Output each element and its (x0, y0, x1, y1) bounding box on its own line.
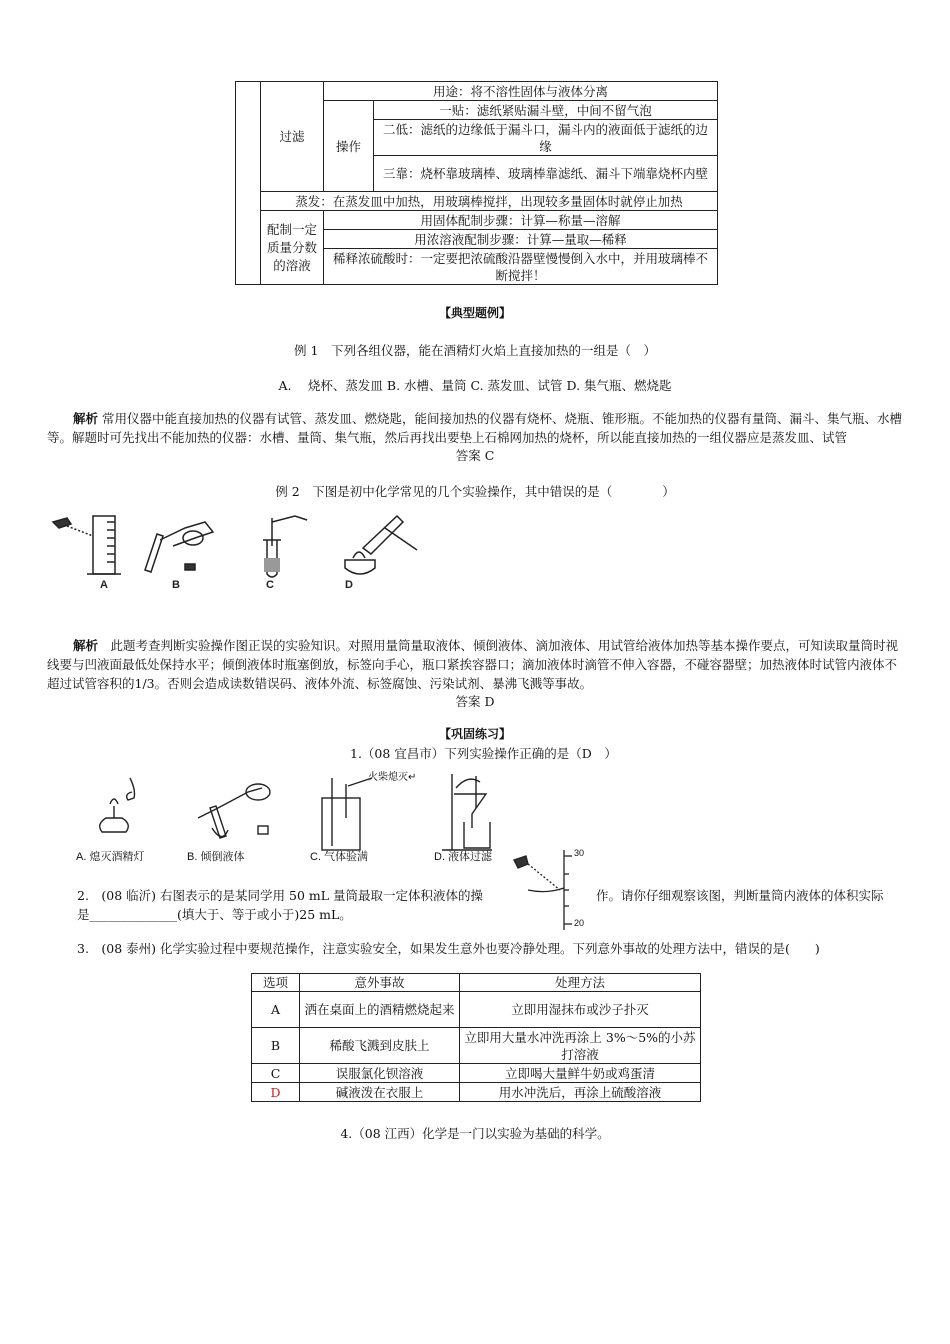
evaporate-row: 蒸发：在蒸发皿中加热，用玻璃棒搅拌，出现较多量固体时就停止加热 (261, 192, 718, 211)
ex1-analysis (47, 409, 907, 447)
q1-fig-label-b: B. 倾倒液体 (187, 851, 245, 863)
ex2-question: 例 2 下图是初中化学常见的几个实验操作，其中错误的是（ ） (275, 484, 675, 499)
ex1-analysis-label: 解析 (73, 411, 99, 426)
filter-step-3: 三靠：烧杯靠玻璃棒、玻璃棒靠滤纸、漏斗下端靠烧杯内壁 (374, 156, 718, 192)
ex2-fig-label-d: D (345, 579, 353, 591)
q2-text-b: 作。请你仔细观察该图，判断量筒内液体的体积实际 (596, 888, 884, 903)
q2-text-a: 2. (08 临沂) 右图表示的是某同学用 50 mL 量筒最取一定体积液体的操 (77, 888, 484, 903)
ex2-fig-label-a: A (100, 579, 108, 591)
q3-header-accident: 意外事故 (300, 974, 460, 992)
q3-row-method: 立即用大量水冲洗再涂上 3%～5%的小苏打溶液 (460, 1028, 701, 1064)
filter-label: 过滤 (261, 82, 324, 192)
q1-annotation: 火柴熄灭↵ (368, 772, 417, 783)
q1-figure (72, 768, 502, 862)
filter-op-label: 操作 (324, 101, 374, 192)
q2-scale-bottom: 20 (574, 918, 585, 928)
ex2-answer: 答案 D (455, 694, 495, 709)
q1-fig-label-c: C. 气体验满 (310, 851, 369, 863)
q3-row-method: 立即用湿抹布或沙子扑灭 (460, 992, 701, 1028)
q3-row-accident: 稀酸飞溅到皮肤上 (300, 1028, 460, 1064)
ex2-fig-label-b: B (172, 579, 180, 591)
section-title-examples: 【典型题例】 (438, 306, 511, 320)
section-title-practice: 【巩固练习】 (438, 727, 511, 741)
ex1-options: A. 烧杯、蒸发皿 B. 水槽、量筒 C. 蒸发皿、试管 D. 集气瓶、燃烧匙 (278, 378, 672, 393)
ex2-figure (45, 510, 425, 592)
q3-row-option: D (252, 1083, 300, 1102)
q1-fig-label-a: A. 熄灭酒精灯 (76, 851, 145, 863)
filter-use: 用途：将不溶性固体与液体分离 (324, 82, 718, 101)
q3-row-accident: 碱液泼在衣服上 (300, 1083, 460, 1102)
q2-cylinder-figure (506, 846, 596, 934)
q3-row-method: 用水冲洗后，再涂上硫酸溶液 (460, 1083, 701, 1102)
q3-table (251, 973, 701, 1102)
q3-row-option: C (252, 1064, 300, 1083)
prepare-row-1: 用固体配制步骤：计算—称量—溶解 (324, 211, 718, 230)
q3-row-option: A (252, 992, 300, 1028)
q4-text: 4.（08 江西）化学是一门以实验为基础的科学。 (340, 1126, 610, 1141)
q1-fig-label-d: D. 液体过滤 (434, 851, 493, 863)
q3-row-option: B (252, 1028, 300, 1064)
summary-table (235, 81, 717, 285)
ex2-fig-label-c: C (266, 579, 274, 591)
ex1-question: 例 1 下列各组仪器，能在酒精灯火焰上直接加热的一组是（ ） (294, 343, 656, 358)
q2-scale-top: 30 (574, 848, 585, 858)
filter-step-2: 二低：滤纸的边缘低于漏斗口，漏斗内的液面低于滤纸的边缘 (374, 120, 718, 156)
ex2-analysis (47, 636, 907, 693)
outer-left-cell (236, 82, 261, 285)
ex2-analysis-text: 此题考查判断实验操作图正误的实验知识。对照用量筒量取液体、倾倒液体、滴加液体、用试管给液体加热等基本操作要点，可知读取量筒时视线要与凹液面最低处保持水平；倾倒液体时瓶塞倒放，标签向手心，瓶口紧挨容器口；滴加液体时滴管不伸入容器，不碰容器壁；加热液体时试管内液体不超过试管容积的1/3。否则会造成读数错误码、液体外流、标签腐蚀、污染试剂、暴沸飞溅等事故。 (47, 638, 899, 691)
q3-header-option: 选项 (252, 974, 300, 992)
prepare-row-2: 用浓溶液配制步骤：计算—量取—稀释 (324, 230, 718, 249)
q3-row-accident: 误服氯化钡溶液 (300, 1064, 460, 1083)
prepare-row-3: 稀释浓硫酸时：一定要把浓硫酸沿器壁慢慢倒入水中，并用玻璃棒不断搅拌！ (324, 249, 718, 285)
q3-row-method: 立即喝大量鲜牛奶或鸡蛋清 (460, 1064, 701, 1083)
ex2-analysis-label: 解析 (73, 638, 99, 653)
ex1-analysis-text: 常用仪器中能直接加热的仪器有试管、蒸发皿、燃烧匙，能间接加热的仪器有烧杯、烧瓶、锥形瓶。不能加热的仪器有量筒、漏斗、集气瓶、水槽等。解题时可先找出不能加热的仪器：水槽、量筒、集气瓶，然后再找出要垫上石棉网加热的烧杯，所以能直接加热的一组仪器应是蒸发皿、试管 (47, 411, 902, 445)
filter-step-1: 一贴：滤纸紧贴漏斗壁，中间不留气泡 (374, 101, 718, 120)
ex1-answer: 答案 C (455, 448, 495, 463)
q3-row-accident: 洒在桌面上的酒精燃烧起来 (300, 992, 460, 1028)
q2-text-c: 是______________(填大于、等于或小于)25 mL。 (77, 907, 352, 922)
q3-header-method: 处理方法 (460, 974, 701, 992)
q3-question: 3. (08 泰州) 化学实验过程中要规范操作，注意实验安全，如果发生意外也要冷静处理。下列意外事故的处理方法中，错误的是( ) (77, 941, 820, 956)
q1-question: 1.（08 宜昌市）下列实验操作正确的是（D ） (350, 746, 617, 761)
prepare-label: 配制一定质量分数的溶液 (261, 211, 324, 285)
